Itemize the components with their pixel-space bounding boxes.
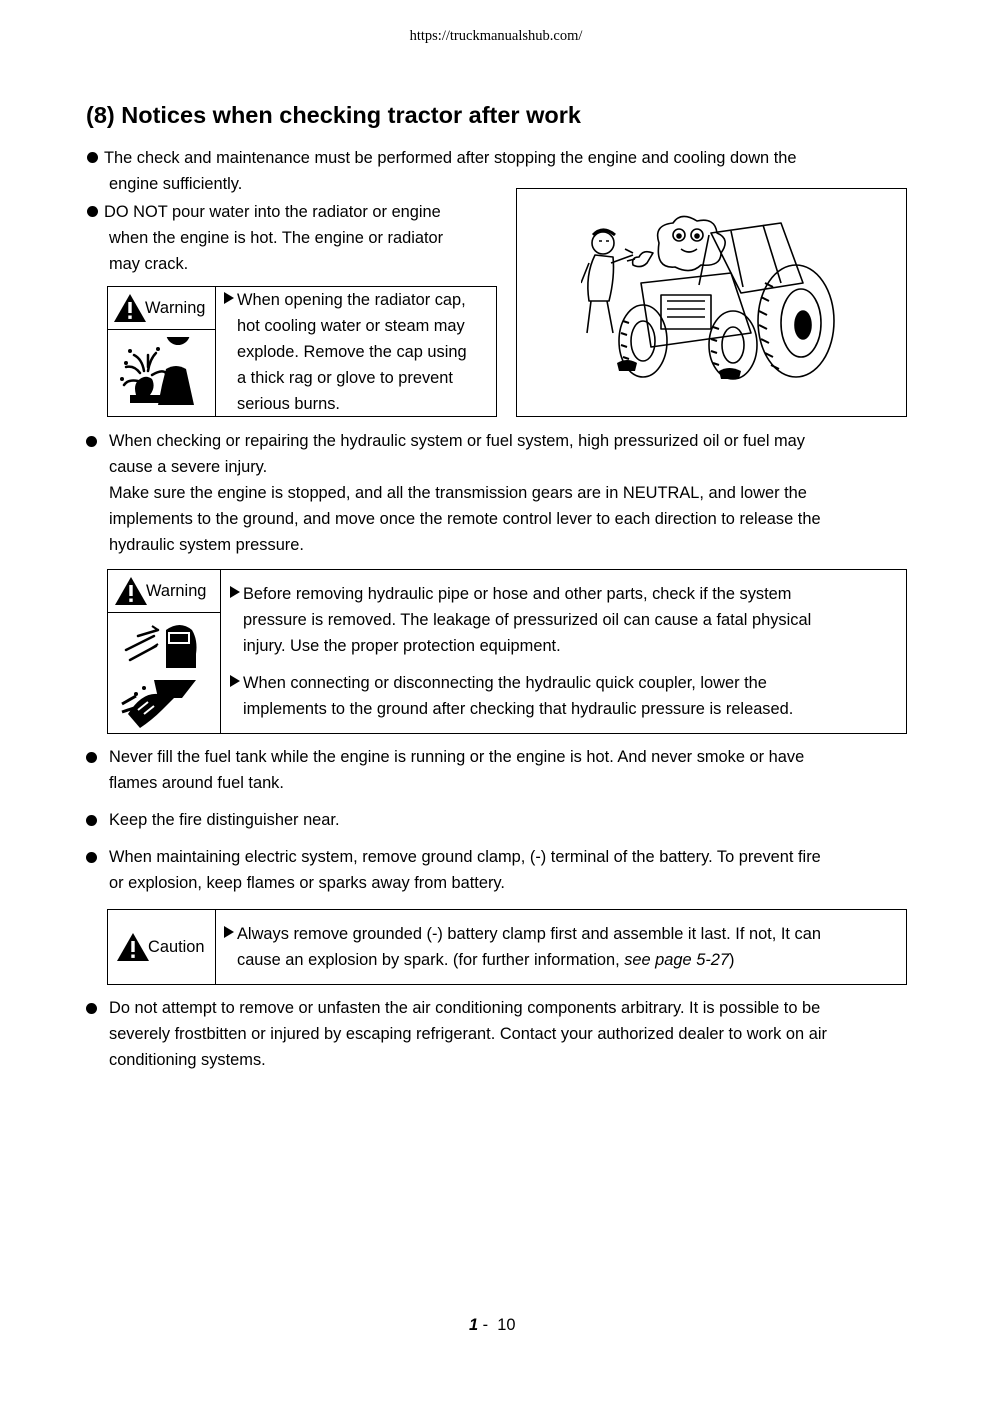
warning-triangle-icon <box>113 293 147 323</box>
arrow-icon <box>224 292 234 304</box>
header-url[interactable]: https://truckmanualshub.com/ <box>409 28 583 44</box>
bullet-text: Never fill the fuel tank while the engine is running or the engine is hot. And never smoke or have <box>109 748 805 766</box>
caution-label-text: Caution <box>148 938 205 956</box>
bullet-text: or explosion, keep flames or sparks away from battery. <box>109 874 505 892</box>
page-reference-link[interactable]: see page 5-27 <box>624 951 730 969</box>
bullet-dot <box>86 852 97 863</box>
arrow-icon <box>230 586 240 598</box>
bullet-text: Make sure the engine is stopped, and all the transmission gears are in NEUTRAL, and lower the <box>109 484 807 502</box>
bullet-text: The check and maintenance must be performed after stopping the engine and cooling down the <box>104 149 797 167</box>
caution-text: Always remove grounded (-) battery clamp first and assemble it last. If not, It can cause an explosion by spark. (for further information, see page 5-27) <box>224 921 821 973</box>
bullet-dot <box>86 1003 97 1014</box>
bullet-dot <box>87 152 98 163</box>
section-title: (8) Notices when checking tractor after work <box>86 102 581 128</box>
page-number: 1 - 10 <box>469 1316 516 1334</box>
bullet-text: Do not attempt to remove or unfasten the air conditioning components arbitrary. It is possible to be <box>109 999 821 1017</box>
bullet-text: conditioning systems. <box>109 1051 266 1069</box>
bullet-text: engine sufficiently. <box>109 175 243 193</box>
warning-text: When opening the radiator cap, hot cooling water or steam may explode. Remove the cap using a thick rag or glove to prevent serious burns. <box>224 287 467 417</box>
tractor-steam-illustration <box>581 213 851 381</box>
warning-label-text: Warning <box>146 582 207 600</box>
warning-box-radiator <box>107 286 497 417</box>
hand-injection-pictogram <box>120 674 204 728</box>
caution-box-battery <box>107 909 907 985</box>
warning-box-hydraulic <box>107 569 907 734</box>
bullet-dot <box>87 206 98 217</box>
bullet-text: flames around fuel tank. <box>109 774 284 792</box>
bullet-text: cause a severe injury. <box>109 458 268 476</box>
bullet-text: when the engine is hot. The engine or radiator <box>109 229 444 247</box>
bullet-text: implements to the ground, and move once the remote control lever to each direction to release the <box>109 510 821 528</box>
warning-text: Before removing hydraulic pipe or hose and other parts, check if the system pressure is removed. The leakage of pressurized oil can cause a fatal physical injury. Use the proper protection equipment. When connecting or disconnecting the hydraulic quick coupler, lower the implements to the ground after checking that hydraulic pressure is released. <box>230 581 811 722</box>
bullet-text: severely frostbitten or injured by escaping refrigerant. Contact your authorized dealer to work on air <box>109 1025 827 1043</box>
steam-burn-pictogram <box>118 337 208 409</box>
warning-label-text: Warning <box>145 299 206 317</box>
bullet-dot <box>86 752 97 763</box>
bullet-text: may crack. <box>109 255 189 273</box>
warning-triangle-icon <box>116 932 150 962</box>
tractor-illustration-frame <box>516 188 907 417</box>
bullet-text: DO NOT pour water into the radiator or engine <box>104 203 441 221</box>
bullet-text: hydraulic system pressure. <box>109 536 304 554</box>
bullet-dot <box>86 815 97 826</box>
warning-triangle-icon <box>114 576 148 606</box>
arrow-icon <box>224 926 234 938</box>
caution-label <box>116 932 205 962</box>
warning-label <box>113 294 205 322</box>
warning-label <box>114 577 206 605</box>
bullet-text: When maintaining electric system, remove ground clamp, (-) terminal of the battery. To prevent fire <box>109 848 821 866</box>
bullet-dot <box>86 436 97 447</box>
face-shield-pictogram <box>122 620 202 670</box>
arrow-icon <box>230 675 240 687</box>
bullet-text: Keep the fire distinguisher near. <box>109 811 340 829</box>
bullet-text: When checking or repairing the hydraulic system or fuel system, high pressurized oil or fuel may <box>109 432 805 450</box>
